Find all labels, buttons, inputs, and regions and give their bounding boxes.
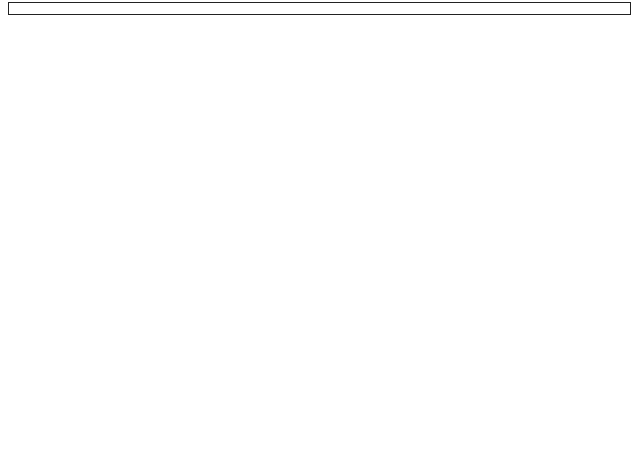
events-table — [8, 2, 631, 15]
section-header-row — [9, 3, 631, 15]
section-title — [9, 3, 631, 15]
